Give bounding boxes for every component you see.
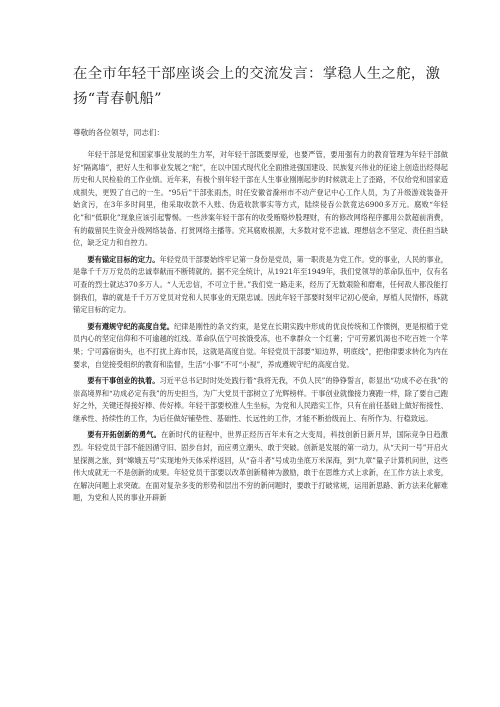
- document-title: 在全市年轻干部座谈会上的交流发言：掌稳人生之舵，激扬“青春帆船”: [73, 66, 441, 107]
- paragraph-body: 在新时代的征程中，世界正经历百年未有之大变局，科技创新日新月异，国际竞争日趋激烈。年轻党员干部不能因循守旧、固步自封，而应勇立潮头、敢于突破。创新是发展的第一动力，从“天问一号”开启火星探测之旅，到“嫦娥五号”实现地外天体采样返回，从“奋斗者”号成功坐底万米深海，到“九章”量子计算机问世，这些伟大成就无一不是创新的成果。年轻党员干部要以改革创新精神为激励，敢于在思维方式上求新，在工作方法上求变，在解决问题上求突破。在面对复杂多变的形势和层出不穷的新问题时，要敢于打破常规，运用新思路、新方法来化解难题，为党和人民的事业开辟新: [73, 430, 448, 503]
- paragraph-innovation: [73, 429, 448, 505]
- paragraph-body: 习近平总书记时时处处践行着“我将无我，不负人民”的铮铮誓言，彰显出“功成不必在我”的崇高境界和“功成必定有我”的历史担当，为广大党员干部树立了光辉榜样。干事创业就像接力赛跑一样，除了要自己跑好之外，关键还得接好棒、传好棒。年轻干部要校准人生坐标，为党和人民踏实工作，只有在前任基础上做好衔接性、继承性、持续性的工作，为后任做好铺垫性、基础性、长远性的工作，才能不断拾级而上、有所作为、行稳致远。: [73, 376, 448, 423]
- paragraph-dedication: [73, 375, 448, 425]
- paragraph-intro: [73, 149, 448, 250]
- paragraph-discipline: [73, 321, 448, 371]
- paragraph-body: 年轻干部是党和国家事业发展的生力军，对年轻干部既要厚爱，也要严管，要用强有力的教育管理为年轻干部做好“隔离墙”，把好人生和事业发展之“舵”，在以中国式现代化全面推进强国建设、民族复兴伟业的征途上创造出经得起历史和人民检验的工作业绩。近年来，有极个别年轻干部在人生事业刚刚起步的时候就走上了歪路，不仅给党和国家造成损失，更毁了自己的一生。“95后”干部张雨杰，时任安徽省滁州市不动产登记中心工作人员，为了升级游戏装备开始贪污，在3年多时间里，他采取收款不入账、伪造收款事实等方式，陆续侵吞公款竟达6900多万元。腐败“年轻化”和“低职化”现象应该引起警惕。一些涉案年轻干部有的收受贿赂炒股理财，有的修改网络程序挪用公款超前消费，有的截留民生资金升级网络装备、打赏网络主播等。究其腐败根源，大多数对党不忠诚、理想信念不坚定、责任担当缺位，缺乏定力和自控力。: [73, 150, 448, 248]
- paragraph-goal-focus: [73, 254, 448, 317]
- paragraph-lead: 要有开拓创新的勇气。: [87, 430, 162, 440]
- paragraph-body: 纪律是刚性的条文约束，是党在长期实践中形成的优良传统和工作惯例，更是根植于党员内心的坚定信仰和不可逾越的红线。革命队伍宁可挨饿受冻，也不拿群众一个红薯；宁可劳累饥渴也不吃百姓一个苹果；宁可露宿街头，也不打扰上海市民，这就是高度自觉。年轻党员干部要“知边界，明底线”，把他律要求转化为内在要求，自觉接受组织的教育和监督，生活“小事”不可“小视”，养成遵规守纪的高度自觉。: [73, 321, 448, 369]
- paragraph-lead: 要有遵规守纪的高度自觉。: [87, 321, 174, 331]
- paragraph-lead: 要有锚定目标的定力。: [87, 254, 160, 264]
- paragraph-lead: 要有干事创业的执着。: [87, 376, 160, 386]
- salutation: 尊敬的各位领导，同志们：: [73, 128, 165, 137]
- paragraph-body: 年轻党员干部要始终牢记第一身份是党员，第一职责是为党工作。党的事业，人民的事业，是靠千千万万党员的忠诚奉献而不断铸就的。据不完全统计，从1921年至1949年，我们党领导的革命队伍中，仅有名可查的烈士就达370多万人。“人无忠信，不可立于世。”我们党一路走来，经历了无数艰险和磨难，任何敌人都没能打倒我们，靠的就是千千万万党员对党和人民事业的无限忠诚。因此年轻干部要时刻牢记初心使命，厚植人民情怀，练就锚定目标的定力。: [73, 254, 448, 315]
